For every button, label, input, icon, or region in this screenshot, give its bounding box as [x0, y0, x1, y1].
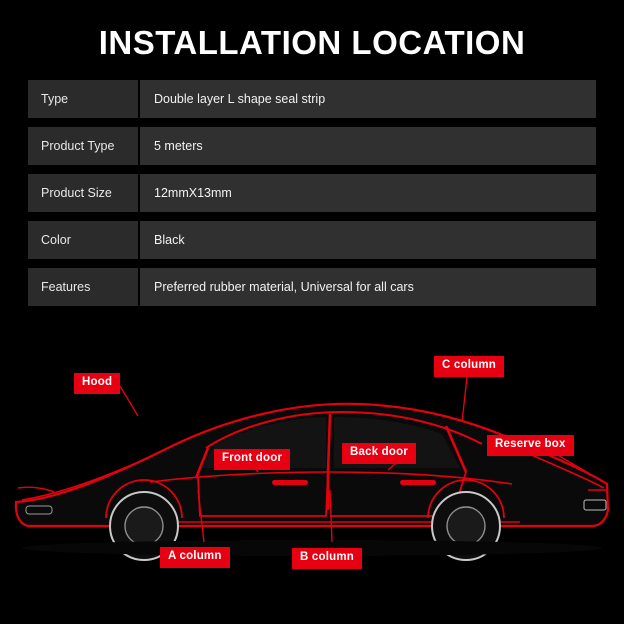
label-a-column: A column: [160, 547, 230, 568]
specification-table: [28, 80, 596, 306]
spec-label: Product Type: [28, 127, 138, 165]
table-row: [28, 127, 596, 165]
table-row: [28, 80, 596, 118]
table-row: [28, 268, 596, 306]
label-back-door: Back door: [342, 443, 416, 464]
spec-value: 12mmX13mm: [140, 174, 596, 212]
spec-label: Color: [28, 221, 138, 259]
page-title: INSTALLATION LOCATION: [98, 24, 526, 61]
spec-label: Product Size: [28, 174, 138, 212]
spec-label: Type: [28, 80, 138, 118]
table-row: [28, 221, 596, 259]
spec-value: Preferred rubber material, Universal for all cars: [140, 268, 596, 306]
spec-value: Black: [140, 221, 596, 259]
car-diagram: [0, 330, 624, 624]
table-row: [28, 174, 596, 212]
spec-value: 5 meters: [140, 127, 596, 165]
label-front-door: Front door: [214, 449, 290, 470]
spec-value: Double layer L shape seal strip: [140, 80, 596, 118]
spec-label: Features: [28, 268, 138, 306]
label-c-column: C column: [434, 356, 504, 377]
label-reserve-box: Reserve box: [487, 435, 574, 456]
label-b-column: B column: [292, 548, 362, 569]
label-hood: Hood: [74, 373, 120, 394]
